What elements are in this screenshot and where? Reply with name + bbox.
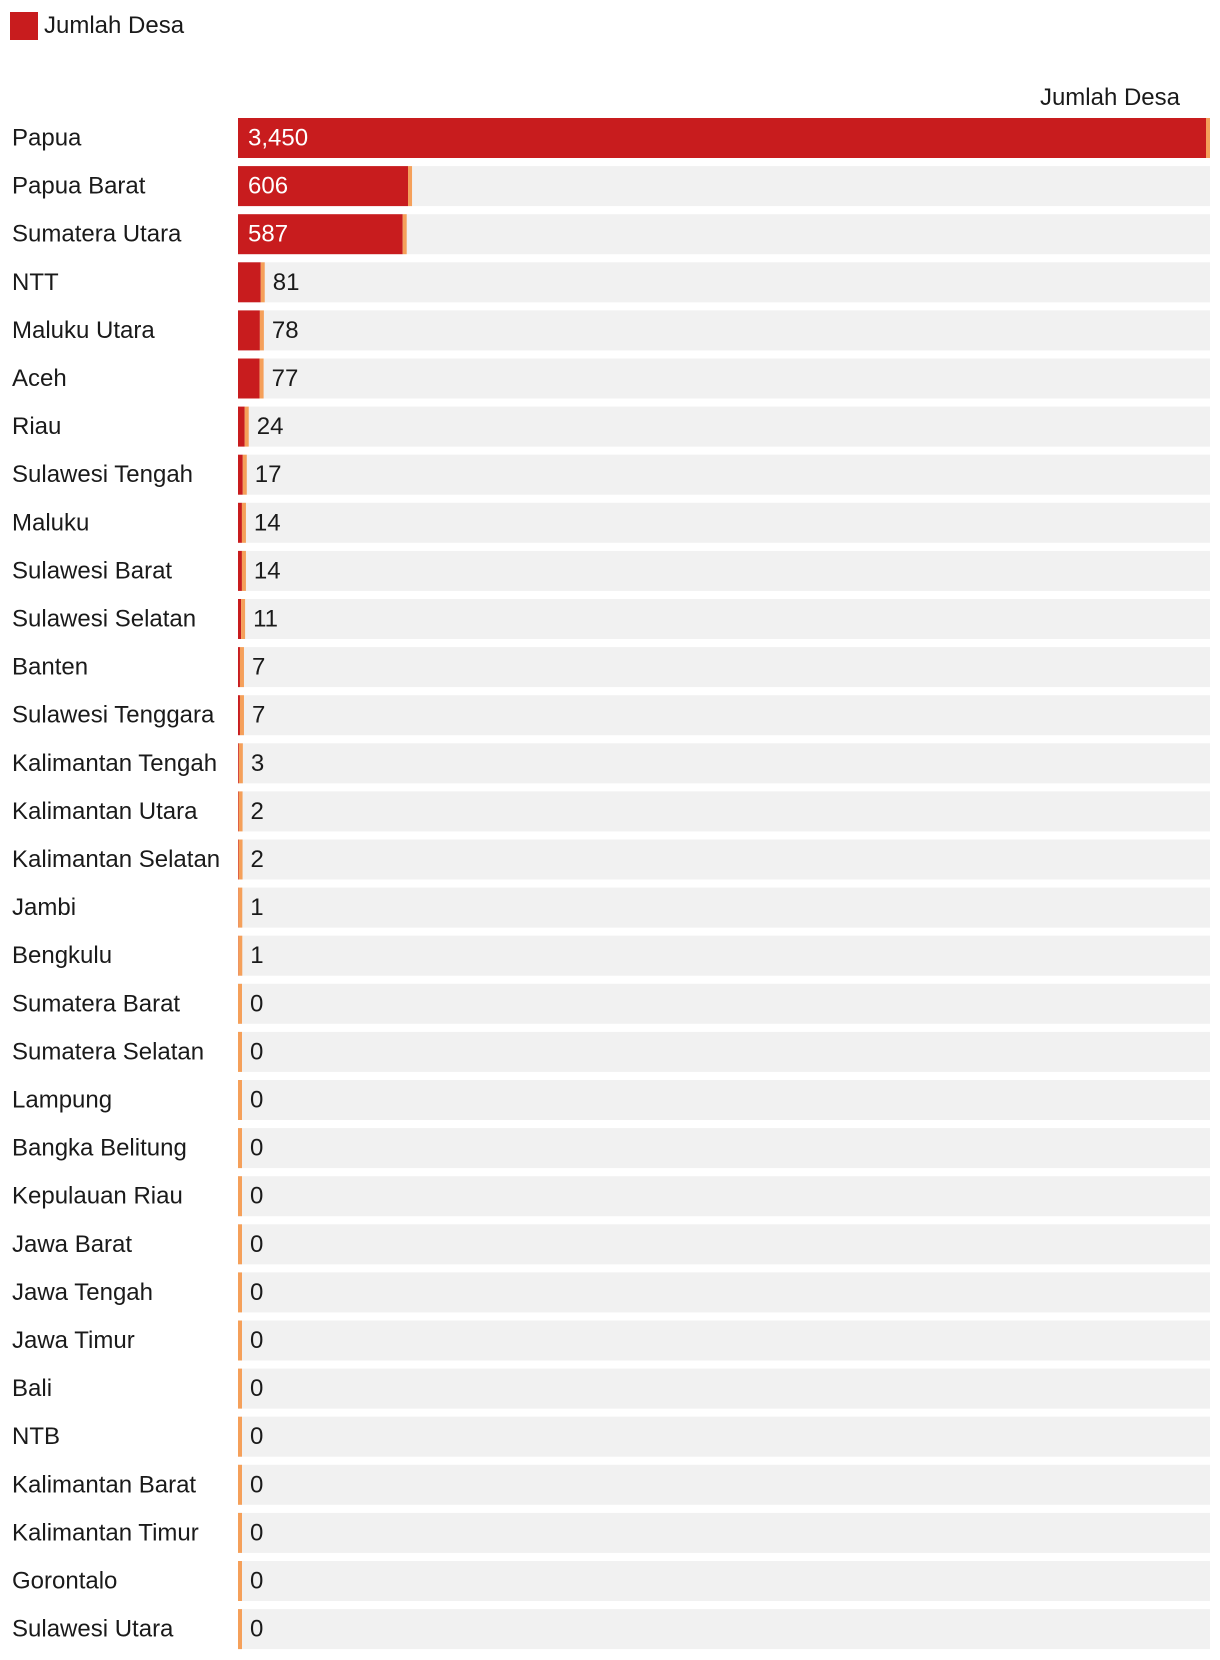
bar-edge [238, 936, 242, 976]
value-label: 0 [250, 990, 264, 1018]
bar-track [238, 647, 1210, 687]
value-label: 3,450 [248, 124, 309, 152]
bar-track [238, 888, 1210, 928]
bar-track [238, 984, 1210, 1024]
category-label: Kalimantan Utara [12, 797, 198, 825]
value-label: 78 [271, 316, 299, 344]
value-label: 81 [272, 268, 300, 296]
value-label: 587 [248, 220, 289, 248]
bar-track [238, 1032, 1210, 1072]
bar-track [238, 310, 1210, 350]
bar-edge [239, 840, 243, 880]
category-label: Jambi [12, 894, 77, 922]
bar-edge [243, 455, 247, 495]
category-label: Sumatera Selatan [12, 1038, 205, 1066]
bar-edge [242, 503, 246, 543]
value-label: 11 [253, 605, 279, 633]
value-label: 1 [250, 894, 264, 922]
value-label: 0 [250, 1230, 264, 1258]
bar-edge [242, 551, 246, 591]
value-label: 3 [250, 749, 265, 777]
bar-track [238, 791, 1210, 831]
bar-edge [260, 359, 264, 399]
value-label: 14 [253, 557, 281, 585]
category-label: Kalimantan Tengah [12, 749, 218, 777]
category-label: Kepulauan Riau [12, 1182, 183, 1210]
value-label: 0 [250, 1567, 264, 1595]
value-label: 0 [250, 1471, 264, 1499]
category-label: Sulawesi Barat [12, 557, 173, 585]
bar-track [238, 359, 1210, 399]
column-header: Jumlah Desa [1039, 84, 1180, 111]
bar-edge [238, 1128, 242, 1168]
legend-label: Jumlah Desa [44, 12, 185, 39]
category-label: Jawa Barat [12, 1230, 133, 1258]
value-label: 0 [250, 1615, 264, 1643]
bar-edge [1206, 118, 1210, 158]
bar-edge [238, 1080, 242, 1120]
category-label: Sumatera Barat [12, 990, 181, 1018]
value-label: 7 [251, 653, 266, 681]
category-label: Banten [12, 653, 89, 681]
bar [238, 118, 1206, 158]
category-label: Bali [12, 1375, 53, 1403]
value-label: 24 [256, 413, 284, 441]
bar-track [238, 551, 1210, 591]
bar-track [238, 1417, 1210, 1457]
bar-track [238, 1465, 1210, 1505]
bar-edge [238, 1224, 242, 1264]
value-label: 0 [250, 1375, 264, 1403]
bar-edge [238, 1176, 242, 1216]
category-label: Maluku Utara [12, 316, 155, 344]
bar-edge [238, 1321, 242, 1361]
value-label: 0 [250, 1038, 264, 1066]
bar-track [238, 1176, 1210, 1216]
bar [238, 695, 240, 735]
category-label: Bengkulu [12, 942, 113, 970]
bar-track [238, 599, 1210, 639]
category-label: Riau [12, 413, 62, 441]
bar-track [238, 840, 1210, 880]
category-label: NTT [12, 268, 59, 296]
bar [238, 551, 242, 591]
bar-edge [238, 888, 242, 928]
value-label: 0 [250, 1182, 264, 1210]
category-label: Sulawesi Tengah [12, 461, 194, 489]
value-label: 0 [250, 1327, 264, 1354]
category-label: Kalimantan Timur [12, 1519, 199, 1547]
category-label: NTB [12, 1423, 60, 1451]
bar [238, 262, 261, 302]
bar [238, 599, 241, 639]
category-label: Bangka Belitung [12, 1134, 187, 1162]
bar-edge [240, 695, 244, 735]
category-label: Sulawesi Tenggara [12, 701, 215, 729]
bar [238, 647, 240, 687]
bar-edge [238, 1032, 242, 1072]
category-label: Jawa Tengah [12, 1278, 153, 1306]
category-label: Kalimantan Barat [12, 1471, 197, 1499]
bar-track [238, 503, 1210, 543]
value-label: 606 [248, 172, 289, 200]
value-label: 7 [251, 701, 266, 729]
value-label: 14 [253, 509, 281, 537]
bar [238, 407, 245, 447]
value-label: 0 [250, 1086, 264, 1114]
value-label: 0 [250, 1134, 264, 1162]
bar-track [238, 1272, 1210, 1312]
bar-track [238, 1224, 1210, 1264]
category-label: Kalimantan Selatan [12, 846, 221, 873]
bar-edge [238, 1561, 242, 1601]
category-label: Jawa Timur [12, 1327, 135, 1354]
bar-track [238, 1561, 1210, 1601]
bar-track [238, 743, 1210, 783]
bar [238, 455, 243, 495]
bar-track [238, 1513, 1210, 1553]
bar-track [238, 407, 1210, 447]
category-label: Aceh [12, 365, 67, 392]
category-label: Sulawesi Utara [12, 1615, 174, 1643]
bar-edge [240, 647, 244, 687]
bar-track [238, 1609, 1210, 1649]
bar-edge [241, 599, 245, 639]
value-label: 0 [250, 1278, 264, 1306]
bar-edge [403, 214, 407, 254]
category-label: Papua [12, 124, 82, 152]
bar-track [238, 1321, 1210, 1361]
value-label: 1 [250, 942, 264, 970]
value-label: 2 [250, 846, 264, 873]
category-label: Sumatera Utara [12, 220, 182, 248]
value-label: 0 [250, 1423, 264, 1451]
bar-edge [245, 407, 249, 447]
bar-track [238, 262, 1210, 302]
bar [238, 791, 239, 831]
bar-track [238, 936, 1210, 976]
bar [238, 840, 239, 880]
bar-track [238, 455, 1210, 495]
bar-edge [408, 166, 412, 206]
bar-edge [239, 791, 243, 831]
value-label: 17 [254, 461, 282, 489]
bar-track [238, 1128, 1210, 1168]
category-label: Gorontalo [12, 1567, 118, 1595]
value-label: 77 [271, 365, 299, 392]
bar-edge [238, 984, 242, 1024]
category-label: Sulawesi Selatan [12, 605, 197, 633]
bar [238, 359, 260, 399]
bar [238, 310, 260, 350]
bar-track [238, 1080, 1210, 1120]
value-label: 0 [250, 1519, 264, 1547]
bar [238, 743, 239, 783]
bar-edge [238, 1609, 242, 1649]
category-label: Lampung [12, 1086, 113, 1114]
bar-edge [260, 310, 264, 350]
bar-edge [238, 1272, 242, 1312]
bar-edge [261, 262, 265, 302]
bar-track [238, 1369, 1210, 1409]
bar-edge [238, 1417, 242, 1457]
bar-edge [239, 743, 243, 783]
bar-edge [238, 1369, 242, 1409]
bar [238, 503, 242, 543]
category-label: Papua Barat [12, 172, 146, 200]
value-label: 2 [250, 797, 264, 825]
category-label: Maluku [12, 509, 90, 537]
bar-track [238, 695, 1210, 735]
bar-edge [238, 1465, 242, 1505]
bar-edge [238, 1513, 242, 1553]
